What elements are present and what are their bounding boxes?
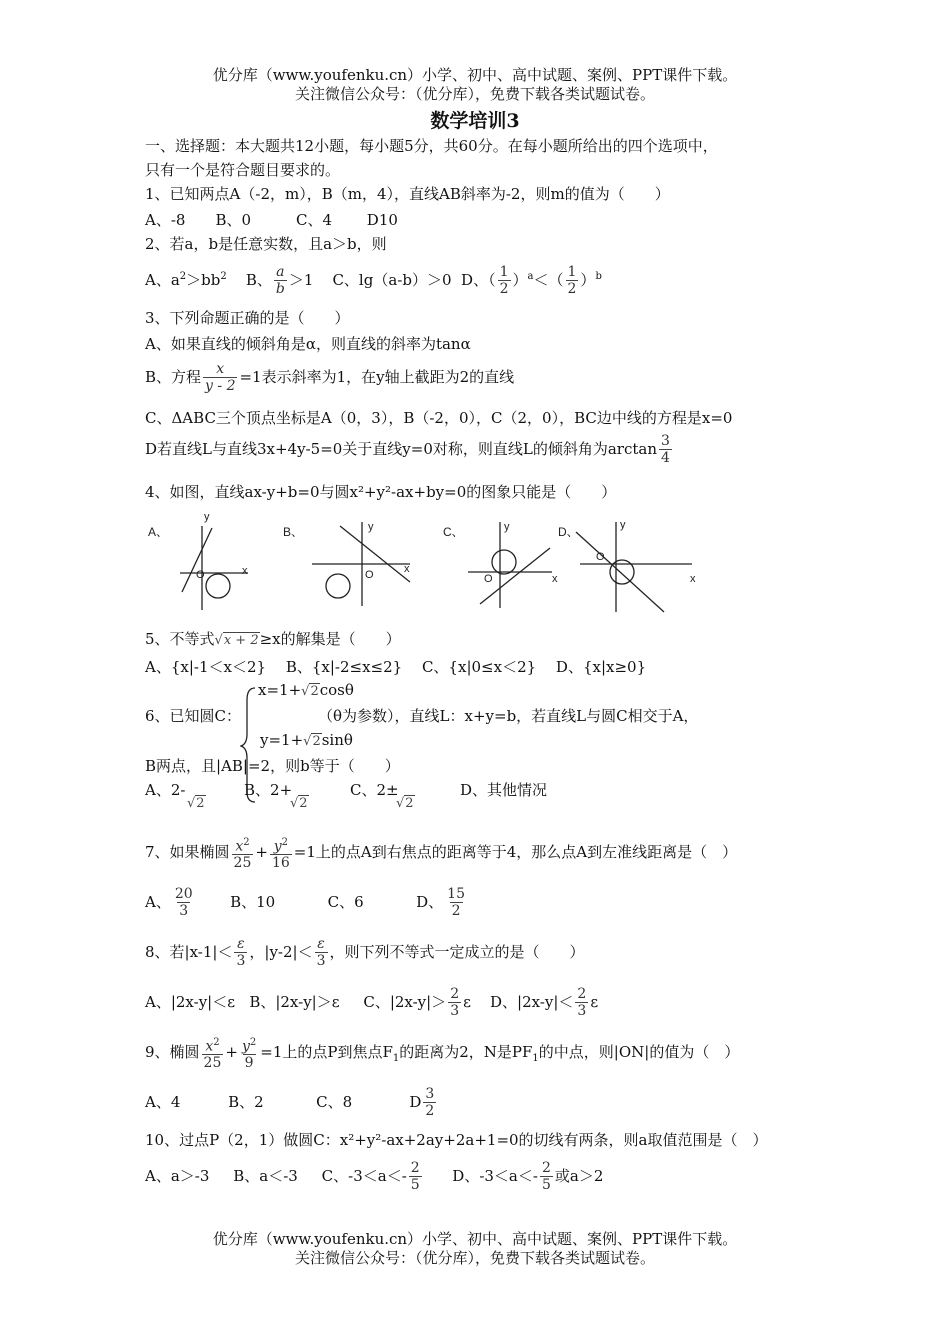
graph-a-line <box>182 528 212 592</box>
q3-opt-d: D若直线L与直线3x+4y-5=0关于直线y=0对称，则直线L的倾斜角为arctan $\frac{3}{4}$ <box>145 433 670 466</box>
graph-d-line <box>576 532 664 612</box>
graph-d-label: D、 <box>558 525 579 539</box>
graph-b-x-label: x <box>404 563 410 575</box>
q9-options: A、4 B、2 C、8 D $\frac{3}{2}$ <box>145 1086 435 1119</box>
q5-options: A、{x|-1＜x＜2} B、{x|-2≤x≤2} C、{x|0≤x＜2} D、{x|x≥0} <box>145 658 647 676</box>
graph-a-y-label: y <box>204 511 210 523</box>
q6-opt-a-sqrt: √2 <box>187 796 205 811</box>
graph-b-origin: O <box>365 569 374 581</box>
graph-b <box>283 521 410 606</box>
q7-stem: 7、如果椭圆 $\frac{x^2}{25}$ + $\frac{y^2}{16}$ =1上的点A到右焦点的距离等于4，那么点A到左准线距离是（ ） <box>145 836 738 872</box>
q6-stem: 6、已知圆C： <box>145 707 242 725</box>
header-line-1: 优分库（www.youfenku.cn）小学、初中、高中试题、案例、PPT课件下载。 <box>212 66 738 84</box>
q6-opt-b: B、2+ <box>244 781 293 799</box>
q6-opt-c: C、2± <box>350 781 399 799</box>
q2-stem: 2、若a，b是任意实数，且a＞b，则 <box>145 235 387 253</box>
graph-a <box>148 511 248 610</box>
graph-a-x-label: x <box>242 565 248 577</box>
q2-opt-b: B、 $\frac{a}{b}$ ＞1 <box>245 264 314 297</box>
graph-c-circle <box>492 550 516 574</box>
graph-a-label: A、 <box>148 525 169 539</box>
q6-line-2: B两点，且|AB|=2，则b等于（ ） <box>145 757 400 775</box>
q6-opt-d: D、其他情况 <box>460 781 548 799</box>
q2-opt-c: C、lg（a-b）＞0 <box>332 271 452 289</box>
graph-d-origin: O <box>596 551 605 563</box>
q3-opt-b: B、方程 $\frac{x}{y - 2}$ =1表示斜率为1，在y轴上截距为2的直线 <box>145 361 515 394</box>
q1-stem: 1、已知两点A（-2，m），B（m，4），直线AB斜率为-2，则m的值为（ ） <box>145 185 670 203</box>
q8-stem: 8、若|x-1|＜ $\frac{\varepsilon}{3}$ ，|y-2|＜ $\frac{\varepsilon}{3}$ ，则下列不等式一定成立的是（ ） <box>145 936 585 969</box>
q3-opt-c: C、ΔABC三个顶点坐标是A（0，3），B（-2，0），C（2，0），BC边中线的方程是x=0 <box>145 409 733 427</box>
graph-d-x-label: x <box>690 573 696 585</box>
graph-c-label: C、 <box>443 525 464 539</box>
q2-opt-a: A、$a^2>bb^2$ <box>145 271 227 289</box>
q4-graphs <box>140 508 710 620</box>
graph-c-origin: O <box>484 573 493 585</box>
graph-b-circle <box>326 574 350 598</box>
q10-stem: 10、过点P（2，1）做圆C：x²+y²-ax+2ay+2a+1=0的切线有两条，则a取值范围是（ ） <box>145 1131 768 1149</box>
q6-opt-a: A、2- <box>145 781 186 799</box>
footer-line-1: 优分库（www.youfenku.cn）小学、初中、高中试题、案例、PPT课件下载。 <box>212 1230 738 1248</box>
graph-c-y-label: y <box>504 521 510 533</box>
q3-opt-a: A、如果直线的倾斜角是α，则直线的斜率为tanα <box>145 335 471 353</box>
graph-c-x-label: x <box>552 573 558 585</box>
graph-d-y-label: y <box>620 519 626 531</box>
intro-line-1: 一、选择题：本大题共12小题，每小题5分，共60分。在每小题所给出的四个选项中， <box>145 137 718 155</box>
q5-stem: 5、不等式√x + 2≥x的解集是（ ） <box>145 630 401 648</box>
q9-stem: 9、椭圆 $\frac{x^2}{25}$ + $\frac{y^2}{9}$ =1上的点P到焦点$F_1$的距离为2，N是$PF_1$的中点，则|ON|的值为（ ） <box>145 1036 740 1072</box>
q2-opt-d: D、（ $\frac{1}{2}$ ）$^a$＜（ $\frac{1}{2}$ ）$^b$ <box>461 264 602 297</box>
graph-d <box>558 519 696 612</box>
q4-stem: 4、如图，直线ax-y+b=0与圆x²+y²-ax+by=0的图象只能是（ ） <box>145 483 617 501</box>
graph-a-origin: O <box>196 569 205 581</box>
intro-line-2: 只有一个是符合题目要求的。 <box>145 161 341 179</box>
q10-options: A、a＞-3 B、a＜-3 C、-3＜a＜- $\frac{2}{5}$ D、-3＜a＜- $\frac{2}{5}$ 或a＞2 <box>145 1160 604 1193</box>
footer-line-2: 关注微信公众号：（优分库），免费下载各类试题试卷。 <box>294 1249 655 1267</box>
q6-system-line-1: x=1+√2cosθ <box>258 681 354 699</box>
q6-opt-b-sqrt: √2 <box>290 796 308 811</box>
q2-options <box>145 260 602 297</box>
sqrt-radical: √x + 2 <box>214 633 259 648</box>
header-line-2: 关注微信公众号：（优分库），免费下载各类试题试卷。 <box>294 85 655 103</box>
q6-opt-c-sqrt: √2 <box>396 796 414 811</box>
q3-stem: 3、下列命题正确的是（ ） <box>145 309 350 327</box>
page-title: 数学培训3 <box>430 110 520 132</box>
graph-a-circle <box>206 574 230 598</box>
graph-c <box>443 521 558 608</box>
q6-param: （θ为参数），直线L：x+y=b，若直线L与圆C相交于A， <box>318 707 699 725</box>
q1-options: A、-8 B、0 C、4 D10 <box>145 211 398 229</box>
q7-options: A、 $\frac{20}{3}$ B、10 C、6 D、 $\frac{15}{2}$ <box>145 886 465 919</box>
q6-system-line-2: y=1+√2sinθ <box>260 731 353 749</box>
graph-b-y-label: y <box>368 521 374 533</box>
graph-b-label: B、 <box>283 525 304 539</box>
q8-options: A、|2x-y|＜ε B、|2x-y|＞ε C、|2x-y|＞ $\frac{2}{3}$ ε D、|2x-y|＜ $\frac{2}{3}$ ε <box>145 986 599 1019</box>
graph-b-line <box>340 526 410 582</box>
